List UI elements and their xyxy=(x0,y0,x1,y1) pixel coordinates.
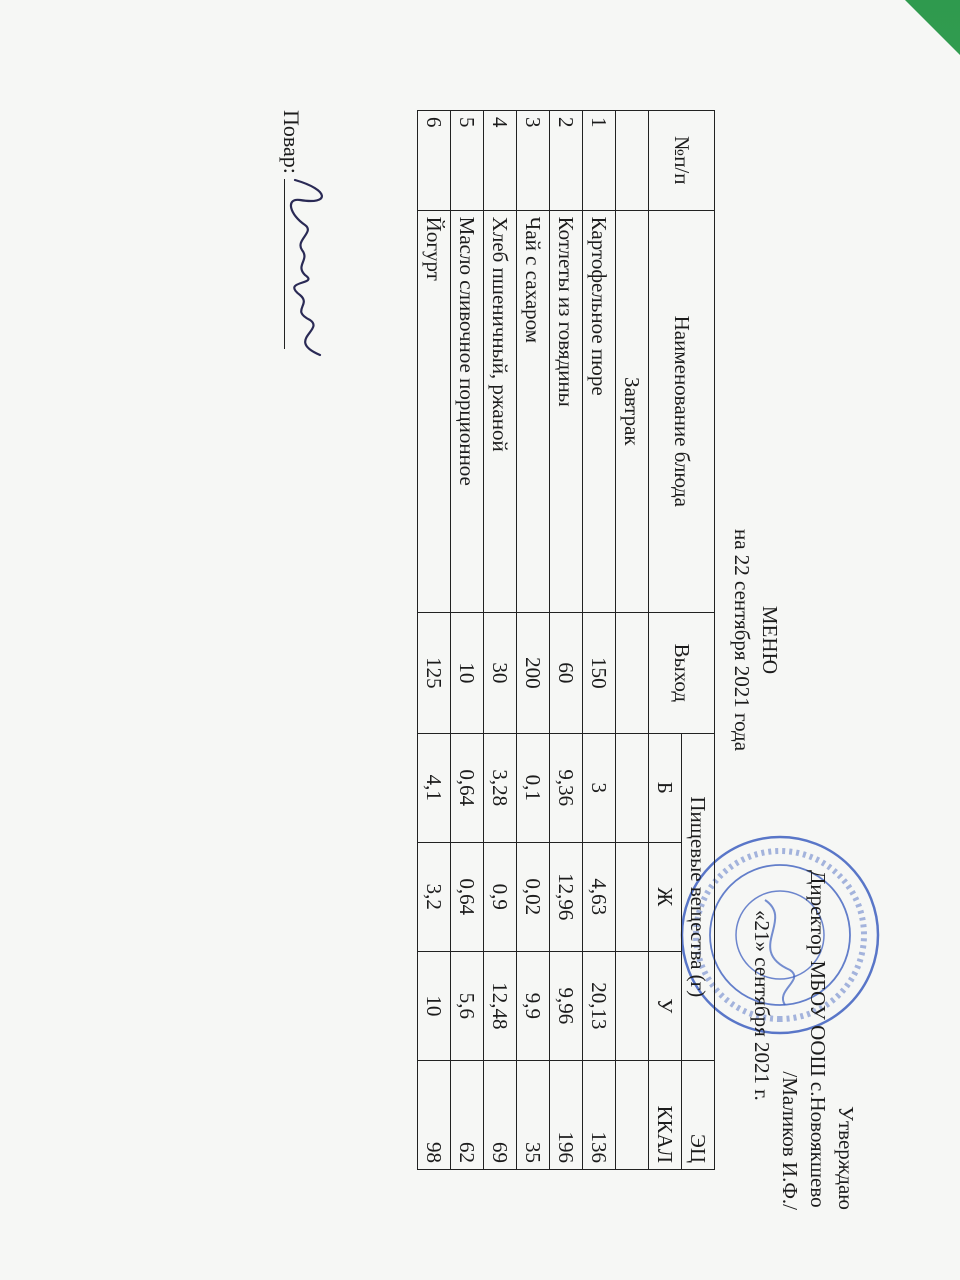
row-num: 4 xyxy=(484,111,517,211)
row-kcal: 35 xyxy=(517,1060,550,1169)
row-num: 1 xyxy=(583,111,616,211)
row-b: 4,1 xyxy=(418,733,451,842)
row-b: 9,36 xyxy=(550,733,583,842)
row-b: 0,64 xyxy=(451,733,484,842)
header-num: №п/п xyxy=(649,111,715,211)
table-row xyxy=(517,111,550,1170)
row-zh: 3,2 xyxy=(418,842,451,951)
row-zh: 0,64 xyxy=(451,842,484,951)
row-name: Чай с сахаром xyxy=(517,210,550,612)
row-u: 9,9 xyxy=(517,951,550,1060)
row-b: 3 xyxy=(583,733,616,842)
table-row xyxy=(451,111,484,1170)
table-row xyxy=(418,111,451,1170)
row-num: 2 xyxy=(550,111,583,211)
row-output: 200 xyxy=(517,612,550,733)
row-kcal: 98 xyxy=(418,1060,451,1169)
approval-position: Директор МБОУ ООШ с.Новоякшево xyxy=(806,870,830,1208)
header-kcal: ККАЛ xyxy=(649,1060,682,1169)
row-name: Хлеб пшеничный, ржаной xyxy=(484,210,517,612)
approval-date: «21» сентября 2021 г. xyxy=(750,910,774,1101)
row-num: 3 xyxy=(517,111,550,211)
header-b: Б xyxy=(649,733,682,842)
row-output: 60 xyxy=(550,612,583,733)
menu-table xyxy=(417,110,715,1170)
header-u: У xyxy=(649,951,682,1060)
row-num: 5 xyxy=(451,111,484,211)
row-u: 5,6 xyxy=(451,951,484,1060)
section-breakfast: Завтрак xyxy=(616,210,649,612)
cook-label: Повар: xyxy=(279,110,304,174)
row-u: 20,13 xyxy=(583,951,616,1060)
header-nutrients: Пищевые вещества (г) xyxy=(682,733,715,1060)
row-kcal: 62 xyxy=(451,1060,484,1169)
row-zh: 0,02 xyxy=(517,842,550,951)
row-kcal: 69 xyxy=(484,1060,517,1169)
row-b: 0,1 xyxy=(517,733,550,842)
row-output: 30 xyxy=(484,612,517,733)
row-zh: 4,63 xyxy=(583,842,616,951)
row-name: Котлеты из говядины xyxy=(550,210,583,612)
header-output: Выход xyxy=(649,612,715,733)
table-row xyxy=(583,111,616,1170)
row-num: 6 xyxy=(418,111,451,211)
row-name: Картофельное пюре xyxy=(583,210,616,612)
row-kcal: 196 xyxy=(550,1060,583,1169)
table-header-row xyxy=(682,111,715,1170)
approval-signature-line: /Маликов И.Ф./ xyxy=(778,1071,802,1210)
row-output: 125 xyxy=(418,612,451,733)
row-output: 10 xyxy=(451,612,484,733)
row-zh: 0,9 xyxy=(484,842,517,951)
row-b: 3,28 xyxy=(484,733,517,842)
approval-heading: Утверждаю xyxy=(834,1106,858,1210)
row-zh: 12,96 xyxy=(550,842,583,951)
section-row xyxy=(616,111,649,1170)
table-row xyxy=(484,111,517,1170)
header-zh: Ж xyxy=(649,842,682,951)
row-name: Йогурт xyxy=(418,210,451,612)
row-output: 150 xyxy=(583,612,616,733)
cook-signature xyxy=(270,170,340,370)
menu-title: МЕНЮ xyxy=(758,605,782,675)
table-row xyxy=(550,111,583,1170)
header-name: Наименование блюда xyxy=(649,210,715,612)
row-name: Масло сливочное порционное xyxy=(451,210,484,612)
row-u: 12,48 xyxy=(484,951,517,1060)
row-kcal: 136 xyxy=(583,1060,616,1169)
document-page xyxy=(70,50,890,1230)
menu-date: на 22 сентября 2021 года xyxy=(730,528,754,752)
row-u: 9,96 xyxy=(550,951,583,1060)
row-u: 10 xyxy=(418,951,451,1060)
header-energy: ЭЦ xyxy=(682,1060,715,1169)
